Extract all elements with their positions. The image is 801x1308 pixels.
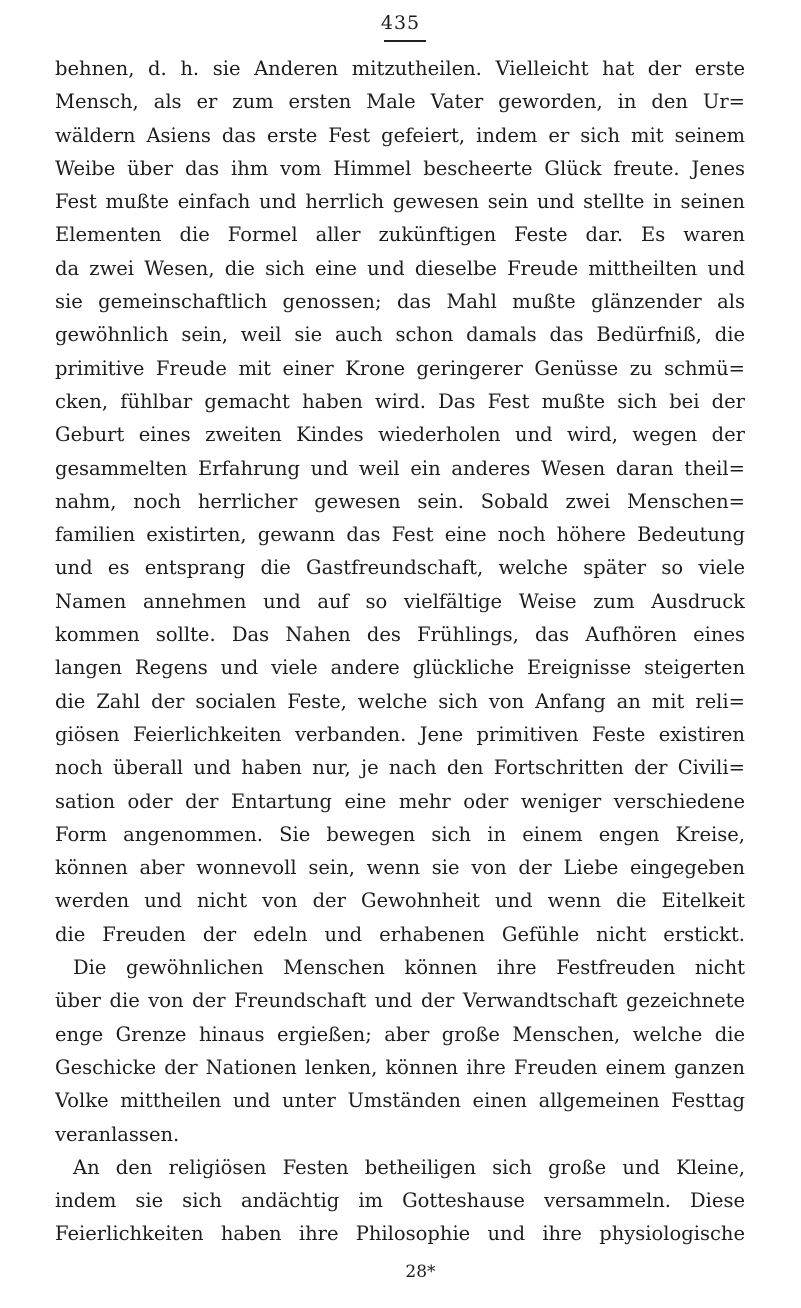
text-line: veranlassen. xyxy=(55,1122,180,1146)
text-line: behnen, d. h. sie Anderen mitzutheilen. Vielleicht hat der erste xyxy=(55,57,745,80)
text-line: können aber wonnevoll sein, wenn sie von der Liebe eingegeben xyxy=(55,856,745,880)
text-line: langen Regens und viele andere glückliche Ereignisse steigerten xyxy=(55,656,745,680)
text-line: familien existirten, gewann das Fest eine noch höhere Bedeutung xyxy=(55,523,745,547)
text-line: Die gewöhnlichen Menschen können ihre Festfreuden nicht xyxy=(73,956,745,980)
text-line: die Freuden der edeln und erhabenen Gefühle nicht erstickt. xyxy=(55,922,745,946)
text-line: Geburt eines zweiten Kindes wiederholen und wird, wegen der xyxy=(55,423,745,447)
text-line: cken, fühlbar gemacht haben wird. Das Fest mußte sich bei der xyxy=(55,389,745,413)
page-number: 435 xyxy=(380,12,421,34)
text-line: indem sie sich andächtig im Gotteshause versammeln. Diese xyxy=(55,1189,745,1213)
text-line: werden und nicht von der Gewohnheit und wenn die Eitelkeit xyxy=(55,889,745,913)
text-line: da zwei Wesen, die sich eine und dieselbe Freude mittheilten und xyxy=(55,256,745,280)
text-line: Elementen die Formel aller zukünftigen Feste dar. Es waren xyxy=(55,223,745,247)
text-line: Feierlichkeiten haben ihre Philosophie und ihre physiologische xyxy=(55,1222,745,1246)
text-line: und es entsprang die Gastfreundschaft, welche später so viele xyxy=(55,556,745,580)
body-text xyxy=(55,52,745,1251)
text-line: giösen Feierlichkeiten verbanden. Jene primitiven Feste existiren xyxy=(55,722,745,746)
text-line: enge Grenze hinaus ergießen; aber große Menschen, welche die xyxy=(55,1022,745,1046)
text-line: kommen sollte. Das Nahen des Frühlings, das Aufhören eines xyxy=(55,623,745,647)
text-line: nahm, noch herrlicher gewesen sein. Sobald zwei Menschen= xyxy=(55,489,745,513)
text-line: Volke mittheilen und unter Umständen einen allgemeinen Festtag xyxy=(55,1089,745,1113)
page-number-rule xyxy=(384,40,426,42)
text-line: Geschicke der Nationen lenken, können ihre Freuden einem ganzen xyxy=(55,1055,745,1079)
text-line: über die von der Freundschaft und der Verwandtschaft gezeichnete xyxy=(55,989,745,1013)
text-line: gesammelten Erfahrung und weil ein anderes Wesen daran theil= xyxy=(55,456,745,480)
text-line: An den religiösen Festen betheiligen sich große und Kleine, xyxy=(73,1155,745,1179)
text-line: Form angenommen. Sie bewegen sich in einem engen Kreise, xyxy=(55,822,745,846)
text-line: noch überall und haben nur, je nach den Fortschritten der Civili= xyxy=(55,756,745,780)
text-line: Mensch, als er zum ersten Male Vater geworden, in den Ur= xyxy=(55,90,745,114)
text-line: sation oder der Entartung eine mehr oder weniger verschiedene xyxy=(55,789,745,813)
text-line: wäldern Asiens das erste Fest gefeiert, indem er sich mit seinem xyxy=(55,123,745,147)
signature-mark: 28* xyxy=(405,1262,436,1282)
text-line: Namen annehmen und auf so vielfältige Weise zum Ausdruck xyxy=(55,589,745,613)
text-line: sie gemeinschaftlich genossen; das Mahl mußte glänzender als xyxy=(55,290,745,314)
text-line: gewöhnlich sein, weil sie auch schon damals das Bedürfniß, die xyxy=(55,323,745,347)
text-line: primitive Freude mit einer Krone geringerer Genüsse zu schmü= xyxy=(55,356,745,380)
text-line: Fest mußte einfach und herrlich gewesen sein und stellte in seinen xyxy=(55,190,745,214)
text-line: die Zahl der socialen Feste, welche sich von Anfang an mit reli= xyxy=(55,689,745,713)
text-line: Weibe über das ihm vom Himmel bescheerte Glück freute. Jenes xyxy=(55,156,745,180)
